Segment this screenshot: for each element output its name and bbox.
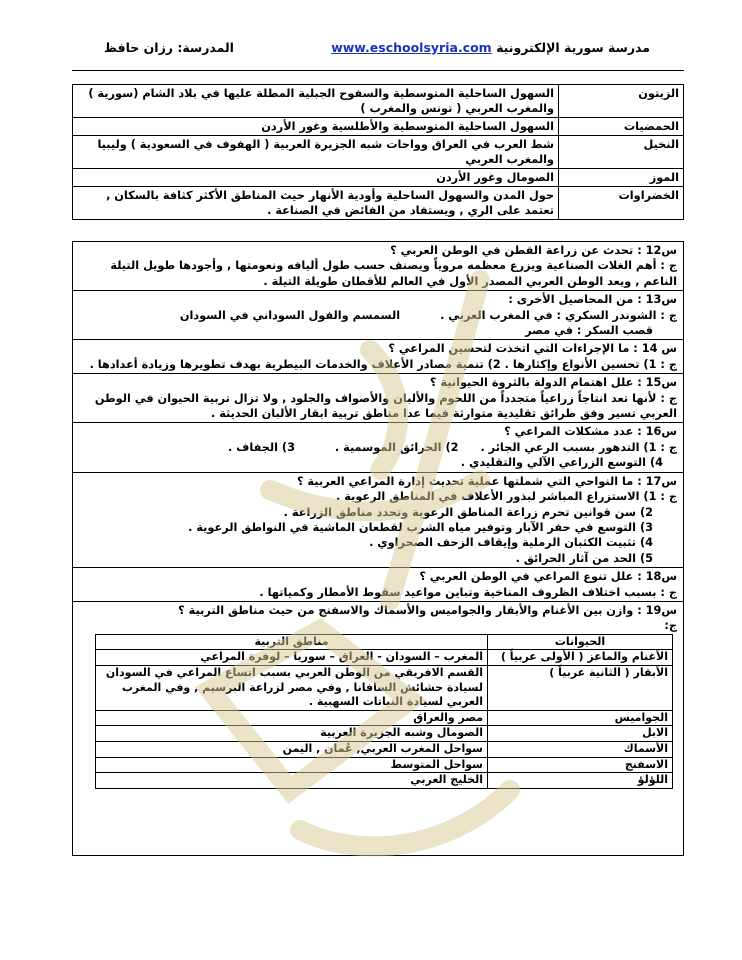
crop-name: الموز <box>559 169 684 187</box>
answer-item: ج : 1) التدهور بسبب الرعي الجائر . <box>480 440 677 454</box>
answer-label: ج: <box>664 619 677 633</box>
answer-item: 4) التوسع الزراعي الآلي والتقليدي . <box>460 456 663 470</box>
table-row <box>96 650 673 666</box>
question-17 <box>73 473 683 568</box>
region-cell: سواحل المتوسط <box>96 757 488 773</box>
table-row <box>73 136 684 169</box>
region-cell: مصر والعراق <box>96 710 488 726</box>
answer-text: قصب السكر : في مصر <box>525 324 653 338</box>
crop-region: شط العرب في العراق وواحات شبه الجزيرة العربية ( الهفوف في السعودية ) وليبيا والمغرب العربي <box>73 136 559 169</box>
answer-text: ج : 1) تحسين الأنواع وإكثارها . 2) تنمية مصادر الأعلاف والخدمات البيطرية بهدف تطويرها وزيادة أعدادها . <box>89 357 677 371</box>
answer-text: ج : بسبب اختلاف الظروف المناخية وتباين مواعيد سقوط الأمطار وكمياتها . <box>259 585 677 599</box>
school-url-link[interactable]: www.eschoolsyria.com <box>331 40 492 55</box>
question-13 <box>73 291 683 340</box>
question-text: س15 : علل اهتمام الدولة بالثروة الحيوانية ؟ <box>429 376 677 390</box>
region-cell: سواحل المغرب العربي, عُمان , اليمن <box>96 741 488 757</box>
header-divider <box>72 70 684 71</box>
table-row <box>96 726 673 742</box>
table-row <box>73 187 684 220</box>
column-header: مناطق التربية <box>96 634 488 650</box>
animal-cell: الأغنام والماعز ( الأولى عربياً ) <box>488 650 673 666</box>
crop-region: السهول الساحلية المتوسطية والسفوح الجبلية المطلة عليها في بلاد الشام (سورية ) والمغرب العربي ( تونس والمغرب ) <box>73 85 559 118</box>
crop-region: السهول الساحلية المتوسطية والأطلسية وغور الأردن <box>73 118 559 136</box>
answer-item: 2) سن قوانين تحرم زراعة المناطق الرعوية وتحدد مناطق الزراعة . <box>283 505 653 519</box>
table-row <box>96 773 673 789</box>
table-row <box>73 85 684 118</box>
school-name: مدرسة سورية الإلكترونية <box>496 40 650 55</box>
region-cell: القسم الافريقي من الوطن العربي بسبب اتساع المراعي في السودان لسيادة حشائش السافانا , وفي مصر لزراعة البرسيم , وفي المغرب العربي لسيادة النباتات السهبية . <box>96 665 488 710</box>
question-text: س13 : من المحاصيل الأخرى : <box>508 293 677 307</box>
question-16 <box>73 423 683 472</box>
crop-region: حول المدن والسهول الساحلية وأودية الأنهار حيث المناطق الأكثر كثافة بالسكان , تعتمد على الري , ويستفاد من الفائض في الصناعة . <box>73 187 559 220</box>
crop-name: النخيل <box>559 136 684 169</box>
table-row <box>96 710 673 726</box>
table-row <box>96 757 673 773</box>
animal-cell: اللؤلؤ <box>488 773 673 789</box>
answer-item: ج : 1) الاستزراع المباشر لبذور الأعلاف في المناطق الرعوية . <box>336 490 677 504</box>
answer-item: 5) الحد من آثار الحرائق . <box>515 551 653 565</box>
crops-table <box>72 84 684 220</box>
question-text: س18 : علل تنوع المراعي في الوطن العربي ؟ <box>419 570 677 584</box>
crop-name: الحمضيات <box>559 118 684 136</box>
question-19 <box>73 602 683 790</box>
table-header-row <box>96 634 673 650</box>
question-12 <box>73 242 683 291</box>
page-header <box>0 40 742 62</box>
animal-cell: الاسفنج <box>488 757 673 773</box>
region-cell: المغرب – السودان - العراق – سوريا – لوفرة المراعي <box>96 650 488 666</box>
question-text: س 14 : ما الإجراءات التي اتخذت لتحسين المراعي ؟ <box>388 342 677 356</box>
column-header: الحيوانات <box>488 634 673 650</box>
crop-region: الصومال وغور الأردن <box>73 169 559 187</box>
answer-text: ج : الشوندر السكري : في المغرب العربي . <box>440 308 677 322</box>
crop-name: الزيتون <box>559 85 684 118</box>
teacher-name: المدرسة: رزان حافظ <box>104 40 234 55</box>
answer-item: 3) التوسع في حفر الآبار وتوفير مياه الشرب لقطعان الماشية في النواطق الرعوية . <box>188 520 653 534</box>
animal-cell: الأسماك <box>488 741 673 757</box>
answer-item: 2) الحرائق الموسمية . <box>334 440 459 454</box>
question-text: س17 : ما النواحي التي شملتها عملية تحديث إدارة المراعي العربية ؟ <box>296 474 677 488</box>
table-row <box>73 118 684 136</box>
region-cell: الخليج العربي <box>96 773 488 789</box>
answer-item: 4) تثبيت الكثبان الرملية وإيقاف الزحف الصحراوي . <box>369 536 653 550</box>
answer-text: ج : أهم الغلات الصناعية ويزرع معظمه مروياً ويصنف حسب طول أليافه ونعومتها , وأجودها طويل التيلة الناعم , ويعد الوطن العربي المصدر الأول في العالم للأقطان طويلة التيلة . <box>110 259 677 288</box>
animal-cell: الابل <box>488 726 673 742</box>
question-15 <box>73 374 683 423</box>
question-text: س19 : وازن بين الأغنام والأبقار والجواميس والأسماك والاسفنج من حيث مناطق التربية ؟ <box>178 603 677 617</box>
table-row <box>96 741 673 757</box>
animal-cell: الأبقار ( الثانية عربياً ) <box>488 665 673 710</box>
answer-item: 3) الجفاف . <box>227 440 295 454</box>
questions-box <box>72 241 684 856</box>
table-row <box>96 665 673 710</box>
question-18 <box>73 568 683 602</box>
answer-text: ج : لأنها تعد انتاجاً زراعياً متجدداً من اللحوم والألبان والأصواف والجلود , ولا تزال تربية الحيوان في الوطن العربي تسير وفق طرائق تقليدية متوارثة فيما عدا مناطق تربية ابقار الألبان الحديثة . <box>94 391 677 421</box>
table-row <box>73 169 684 187</box>
animal-cell: الجواميس <box>488 710 673 726</box>
region-cell: الصومال وشبه الجزيرة العربية <box>96 726 488 742</box>
question-14 <box>73 340 683 374</box>
question-text: س12 : تحدث عن زراعة القطن في الوطن العربي ؟ <box>390 244 677 257</box>
answer-text: السمسم والفول السوداني في السودان <box>179 308 401 322</box>
livestock-table <box>95 634 673 789</box>
question-text: س16 : عدد مشكلات المراعي ؟ <box>504 425 677 439</box>
school-title <box>331 40 650 55</box>
crop-name: الخضراوات <box>559 187 684 220</box>
